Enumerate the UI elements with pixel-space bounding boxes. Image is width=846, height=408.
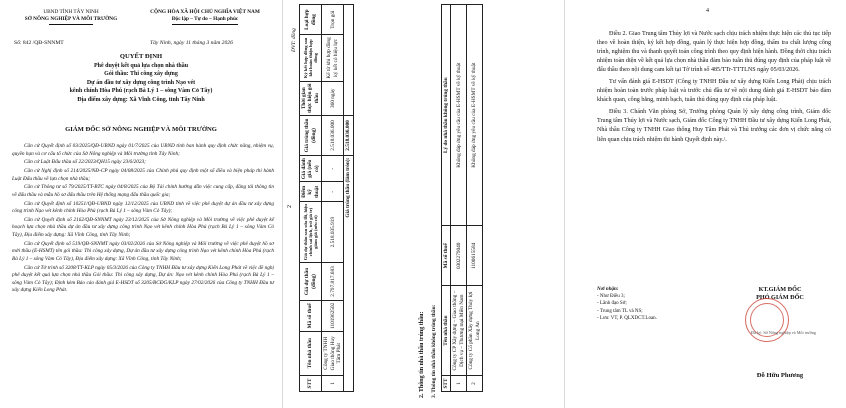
cell: 1100615584 [467, 226, 483, 286]
basis-paragraph: Căn cứ Quyết định số 10251/QĐ-UBND ngày 12/12/2025 của UBND tỉnh về việc phê duyệt dự án đầu tư xây dựng công trình Nạo vét kênh chính Hòa Phú (rạch Bà Lý 1 – sông Vàm Cỏ Tây); [12, 200, 274, 215]
recipient: - Như Điều 3; [597, 294, 625, 300]
cell: Kể từ khi hợp đồng ký kết có hiệu lực [322, 35, 344, 81]
loser-section-title: 3. Thông tin nhà thầu không trúng thầu: [431, 304, 437, 398]
document-number: Số: 842 /QĐ-SNNMT [14, 40, 64, 46]
basis-paragraph: Căn cứ Thông tư số 79/2025/TT-BTC ngày 04/8/2025 của Bộ Tài chính hướng dẫn việc cung cấp, đăng tải thông tin về đấu thầu và mẫu hồ sơ đấu thầu trên Hệ thống mạng đấu thầu quốc gia; [12, 184, 274, 198]
cell: 1101962502 [322, 301, 344, 332]
cell [344, 5, 353, 116]
title-line: Phê duyệt kết quả lựa chọn nhà thầu [93, 62, 189, 69]
cell: 1 [322, 375, 344, 391]
recipients-title: Nơi nhận: [597, 287, 619, 292]
cell: Công ty TNHH Giao thông Huy Tâm Phát [322, 331, 344, 375]
cell: 2.518.036.000 [322, 115, 344, 155]
motto-rule [172, 24, 238, 25]
winner-section-title: 2. Thông tin nhà thầu trúng thầu: [419, 311, 425, 398]
national-motto: Độc lập – Tự do – Hạnh phúc [171, 16, 239, 22]
signature-block [730, 286, 830, 302]
cell: - [322, 182, 344, 202]
basis-paragraph: Căn cứ Quyết định số 519/QĐ-SNNMT ngày 03/02/2026 của Sở Nông nghiệp và Môi trường về việc phê duyệt hồ sơ mời thầu (E-HSMT) tên gói thầu: Thi công xây dựng, Dự án đầu tư xây dựng công trình Nạo vét kênh chính Hòa Phú (rạch Bà Lý 1 – sông Vàm Cỏ Tây), Địa điểm xây dựng: Xã Vĩnh Công, tỉnh Tây Ninh; [12, 240, 274, 262]
total-row [344, 5, 353, 392]
basis-paragraph: Căn cứ Quyết định số 03/2025/QĐ-UBND ngày 01/7/2025 của UBND tỉnh ban hành quy định chức năng, nhiệm vụ, quyền hạn và cơ cấu tổ chức của Sở Nông nghiệp và Môi trường tỉnh Tây Ninh; [12, 143, 274, 157]
title-line: Địa điểm xây dựng: Xã Vĩnh Công, tỉnh Tây Ninh [77, 96, 205, 103]
cell: Trọn gói [322, 5, 344, 35]
place-date: Tây Ninh, ngày 11 tháng 3 năm 2026 [150, 40, 233, 46]
col-header: Tên nhà thầu [300, 331, 322, 375]
title-line: Dự án đầu tư xây dựng công trình Nạo vét [86, 79, 196, 86]
legal-basis [12, 143, 274, 296]
table-header-row [300, 5, 322, 392]
page-4 [565, 0, 846, 408]
issuer-heading: GIÁM ĐỐC SỞ NÔNG NGHIỆP VÀ MÔI TRƯỜNG [65, 126, 217, 133]
agency-header [12, 9, 130, 25]
cell: Không đáp ứng yêu cầu của E-HSMT về kỹ thuật [467, 5, 483, 226]
col-header: Loại hợp đồng [300, 5, 322, 35]
col-header: Giá dự thầu (đồng) [300, 262, 322, 300]
recipient: - Lưu: VT, P. QLXDCT.Loan. [597, 315, 657, 321]
articles [597, 30, 831, 148]
cell: - [322, 156, 344, 182]
basis-paragraph: Căn cứ Nghị định số 214/2025/NĐ-CP ngày 04/08/2025 của Chính phủ quy định một số điều và biện pháp thi hành Luật Đấu thầu về lựa chọn nhà thầu; [12, 168, 274, 182]
basis-paragraph: Căn cứ Luật Đấu thầu số 22/2023/QH15 ngày 23/6/2023; [24, 159, 146, 166]
national-header [132, 9, 278, 25]
cell: 1 [451, 376, 467, 392]
total-label: Giá trúng thầu (làm tròn): [344, 156, 353, 392]
col-header: Tên nhà thầu [442, 286, 451, 376]
recipient: - Lãnh đạo Sở; [597, 301, 627, 307]
cell: 360 ngày [322, 81, 344, 115]
cell: 2 [467, 376, 483, 392]
col-header: Lý do nhà thầu không trúng thầu [442, 5, 451, 226]
recipients [597, 286, 697, 322]
col-header: STT [300, 375, 322, 391]
winner-table [299, 4, 354, 392]
signer-name: Đỗ Hữu Phương [756, 372, 804, 379]
cell: 2.797.817.683 [322, 262, 344, 300]
page-number: 2 [287, 205, 293, 208]
recipient: - Trung tâm TL và NS; [597, 308, 643, 314]
table-row [322, 5, 344, 392]
sig-line: PHÓ GIÁM ĐỐC [756, 294, 804, 301]
agency-name: SỞ NÔNG NGHIỆP VÀ MÔI TRƯỜNG [24, 16, 118, 22]
cell: 2.518.035.919 [322, 202, 344, 262]
header-rule [49, 24, 93, 25]
cell: 0302279040 [451, 226, 467, 286]
col-header: Giá đánh giá (nếu có) [300, 156, 322, 182]
col-header: Ký kết hợp đồng sau khi hoàn thiện hợp đồng [300, 35, 322, 81]
cell: Không đáp ứng yêu cầu của E-HSMT về kỹ thuật [451, 5, 467, 226]
col-header: Giá trúng thầu (đồng) [300, 115, 322, 155]
col-header: Điểm kỹ thuật [300, 182, 322, 202]
col-header: Mã số thuế [442, 226, 451, 286]
cell: Công ty Cổ phần Xây dựng Thủy lợi Long An [467, 286, 483, 376]
page-number: 4 [706, 8, 709, 14]
total-value: 2.518.036.000 [344, 115, 353, 155]
unit-label: ĐVT: đồng [291, 28, 297, 52]
col-header: STT [442, 376, 451, 392]
basis-paragraph: Căn cứ Tờ trình số 3208/TT-KLP ngày 05/3/2026 của Công ty TNHH Đầu tư xây dựng Kiến Long Phát về việc đề nghị phê duyệt kết quả lựa chọn nhà thầu Gói thầu: Thi công xây dựng, Dự án: Nạo vét kênh chính Hòa Phú (rạch Bà Lý 1 – sông Vàm Cỏ Tây); Định kèm Báo cáo đánh giá E-HSDT số 3205/BCĐG/KLP ngày 27/02/2026 của Công ty TNHH Đầu tư xây dựng Kiến Long Phát. [12, 264, 274, 294]
col-header: Giá dự thầu sau sửa lỗi, hiệu chỉnh sai lệch, trừ giá trị giảm giá (nếu có) [300, 202, 322, 262]
article-paragraph: Tư vấn đánh giá E-HSDT (Công ty TNHH Đầu tư xây dựng Kiến Long Phát) chịu trách nhiệm hoàn toàn trước pháp luật và trước chủ đầu tư về nội dung đánh giá E-HSDT bảo đảm khách quan, công bằng, minh bạch, tuân thủ đúng quy định của pháp luật. [597, 79, 831, 104]
page-1 [0, 0, 282, 408]
title-line: Gói thầu: Thi công xây dựng [104, 71, 178, 78]
decision-title [20, 53, 262, 105]
cell: Công ty CP Xây dựng – Giao thông – Dịch vụ – Thương mại Miền Nam [451, 286, 467, 376]
page-2 [283, 0, 564, 408]
col-header: Mã số thuế [300, 301, 322, 332]
article-paragraph: Điều 3. Chánh Văn phòng Sở, Trưởng phòng Quản lý xây dựng công trình, Giám đốc Trung tâm Thủy lợi và Nước sạch, Giám đốc Công ty TNHH Đầu tư xây dựng Kiến Long Phát, Nhà thầu Công ty TNHH Giao thông Huy Tâm Phát và Thủ trưởng các đơn vị chức năng có liên quan chịu trách nhiệm thi hành Quyết định này./. [597, 109, 831, 143]
digital-signature-stamp: Đã ký: Sở Nông nghiệp và Môi trường [751, 330, 816, 335]
national-title: CỘNG HÒA XÃ HỘI CHỦ NGHĨA VIỆT NAM [150, 9, 260, 15]
agency-parent: UBND TỈNH TÂY NINH [43, 9, 99, 15]
title-line: QUYẾT ĐỊNH [119, 53, 163, 60]
basis-paragraph: Căn cứ Quyết định số 2162/QĐ-SNNMT ngày 23/12/2025 của Sở Nông nghiệp và Môi trường về việc phê duyệt kế hoạch lựa chọn nhà thầu dự án đầu tư xây dựng công trình Nạo vét kênh chính Hòa Phú (rạch Bà Lý 1 – sông Vàm Cỏ Tây), Địa điểm xây dựng: Xã Vĩnh Công, tỉnh Tây Ninh; [12, 216, 274, 238]
title-line: kênh chính Hòa Phú (rạch Bà Lý 1 – sông Vàm Cỏ Tây) [69, 88, 213, 95]
article-paragraph: Điều 2. Giao Trung tâm Thủy lợi và Nước sạch chịu trách nhiệm thực hiện các thủ tục tiếp theo về hoàn thiện, ký kết hợp đồng, quản lý thực hiện hợp đồng, thẩm tra chất lượng công trình, nghiệm thu và thanh quyết toán công trình theo quy định hiện hành. Đồng thời chịu trách nhiệm toàn diện về kết quả lựa chọn nhà thầu đảm bảo tuân thủ đúng quy định của pháp luật về đấu thầu theo nội dung cam kết tại Tờ trình số 485/TTr-TTTLNS ngày 05/03/2026. [597, 31, 831, 74]
col-header: Thời gian thực hiện gói thầu [300, 81, 322, 115]
sig-line: KT.GIÁM ĐỐC [758, 286, 802, 293]
